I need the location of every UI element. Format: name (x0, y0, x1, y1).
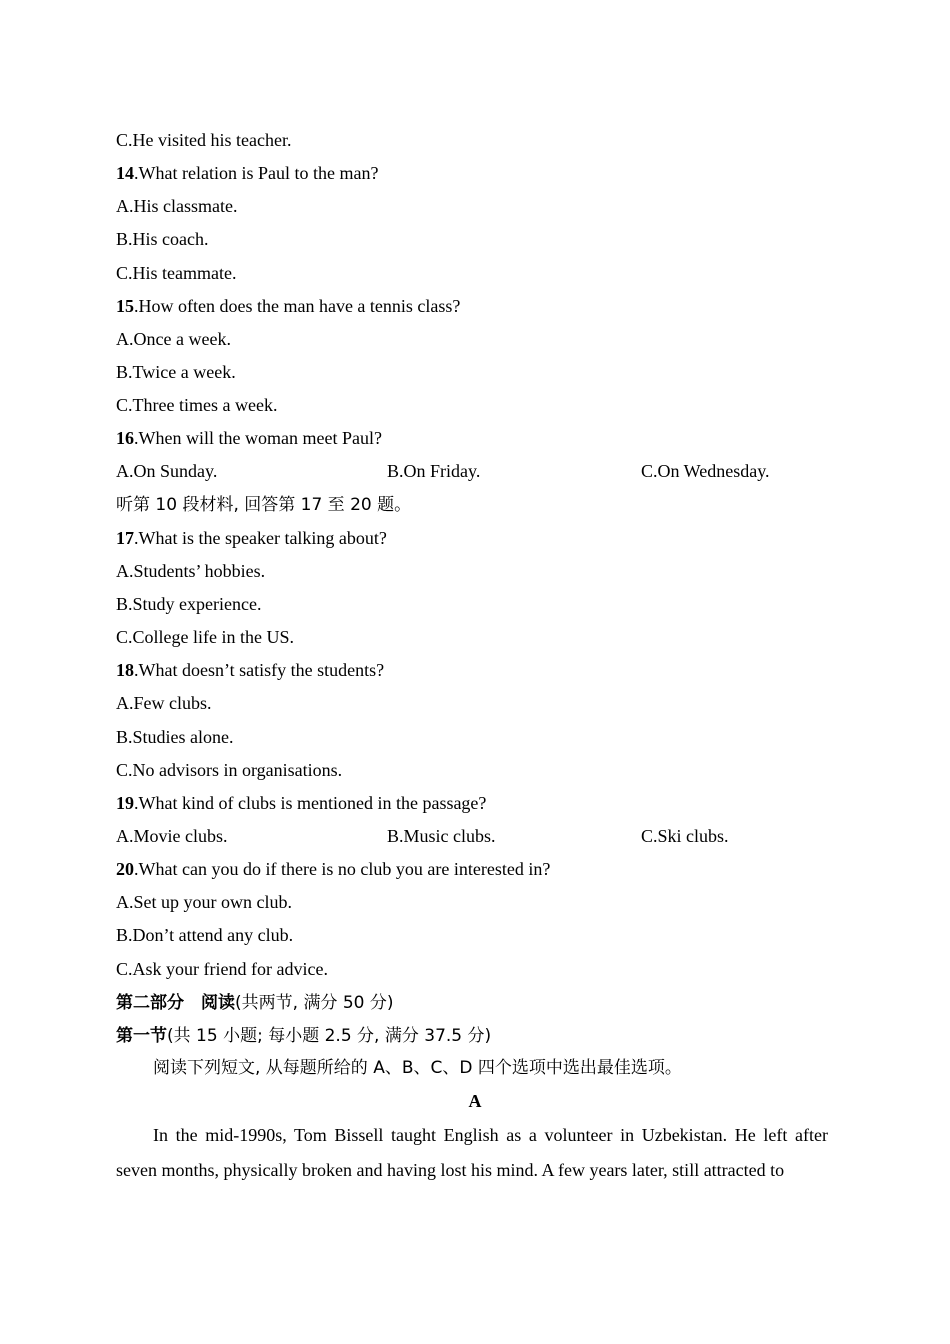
q16-options-row (116, 455, 834, 488)
passage-text: In the mid-1990s, Tom Bissell taught English as a volunteer in Uzbekistan. He left after seven months, physically broken and having lost his mind. A few years later, still attracted to (116, 1125, 828, 1180)
question-number: 18 (116, 660, 134, 681)
q19-option-a: A.Movie clubs. (116, 825, 228, 846)
question-text: .What can you do if there is no club you are interested in? (134, 859, 551, 880)
answer-option: A.Few clubs. (116, 693, 212, 714)
question-20 (116, 853, 834, 986)
question-14 (116, 157, 834, 190)
question-number: 15 (116, 295, 134, 316)
part2-note: (共两节, 满分 50 分) (235, 992, 394, 1013)
question-20 (116, 853, 834, 886)
question-16 (116, 422, 834, 455)
q19-option-b: B.Music clubs. (387, 825, 496, 846)
answer-option: A.Students’ hobbies. (116, 560, 266, 581)
q19-options-row (116, 820, 834, 853)
answer-option: C.Ask your friend for advice. (116, 958, 328, 979)
reading-instruction: 阅读下列短文, 从每题所给的 A、B、C、D 四个选项中选出最佳选项。 (153, 1057, 682, 1078)
question-15 (116, 290, 834, 323)
answer-option: A.His classmate. (116, 196, 238, 217)
question-text: .When will the woman meet Paul? (134, 428, 382, 449)
question-text: .What is the speaker talking about? (134, 527, 387, 548)
answer-option: C.College life in the US. (116, 627, 294, 648)
question-text: .How often does the man have a tennis class? (134, 295, 461, 316)
answer-option: C.He visited his teacher. (116, 130, 292, 150)
q19-option-c: C.Ski clubs. (641, 825, 729, 846)
q16-option-a: A.On Sunday. (116, 461, 218, 482)
questions-17-19 (116, 522, 834, 820)
question-text: .What relation is Paul to the man? (134, 163, 379, 184)
question-number: 14 (116, 163, 134, 184)
question-number: 19 (116, 792, 134, 813)
question-19 (116, 787, 834, 820)
question-number: 16 (116, 428, 134, 449)
part2-title: 第二部分 阅读 (116, 992, 235, 1013)
question-17 (116, 522, 834, 555)
section1-title: 第一节 (116, 1025, 167, 1046)
question-18 (116, 654, 834, 687)
answer-option: B.Study experience. (116, 593, 262, 614)
listening-instruction-10: 听第 10 段材料, 回答第 17 至 20 题。 (116, 494, 412, 515)
q16-option-b: B.On Friday. (387, 461, 481, 482)
answer-option: C.Three times a week. (116, 395, 278, 416)
answer-option: B.Studies alone. (116, 726, 234, 747)
answer-option: C.No advisors in organisations. (116, 759, 343, 780)
answer-option: B.Don’t attend any club. (116, 925, 294, 946)
question-text: .What doesn’t satisfy the students? (134, 660, 385, 681)
answer-option: B.His coach. (116, 229, 209, 250)
exam-page (116, 124, 834, 1187)
question-text: .What kind of clubs is mentioned in the passage? (134, 792, 487, 813)
passage-label: A (468, 1091, 482, 1112)
questions-14-16 (116, 124, 834, 455)
question-number: 20 (116, 859, 134, 880)
answer-option: B.Twice a week. (116, 361, 236, 382)
section1-note: (共 15 小题; 每小题 2.5 分, 满分 37.5 分) (167, 1025, 492, 1046)
q16-option-c: C.On Wednesday. (641, 461, 770, 482)
question-number: 17 (116, 527, 134, 548)
answer-option: C.His teammate. (116, 262, 237, 283)
section1-heading (116, 1019, 834, 1052)
part2-heading (116, 986, 834, 1019)
answer-option: A.Set up your own club. (116, 892, 292, 913)
answer-option: A.Once a week. (116, 328, 231, 349)
